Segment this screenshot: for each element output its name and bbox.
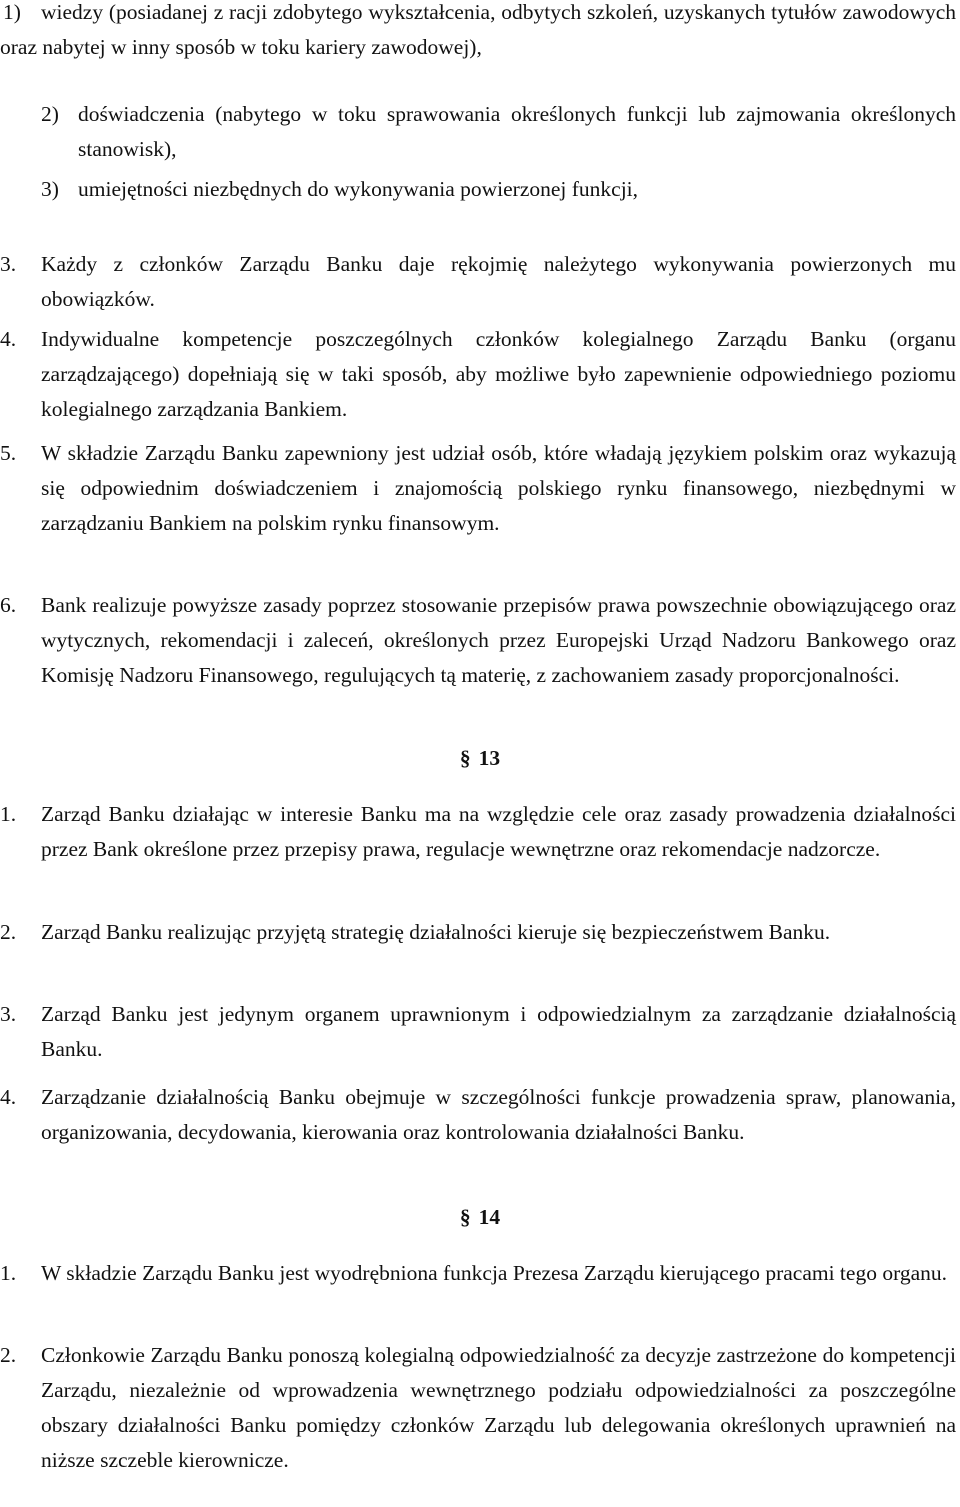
- list-item: [0, 0, 956, 65]
- list-item-number: 3): [41, 177, 59, 201]
- list-item-text: Zarząd Banku działając w interesie Banku ma na względzie cele oraz zasady prowadzenia działalności przez Bank określone przez przepisy prawa, regulacje wewnętrzne oraz rekomendacje nadzorcze.: [41, 802, 956, 861]
- list-item-text: Zarząd Banku realizując przyjętą strategię działalności kieruje się bezpieczeństwem Banku.: [41, 920, 831, 944]
- list-item: [0, 1080, 956, 1150]
- list-item-text: Zarządzanie działalnością Banku obejmuje w szczególności funkcje prowadzenia spraw, planowania, organizowania, decydowania, kierowania oraz kontrolowania działalności Banku.: [41, 1085, 956, 1144]
- list-item-text: W składzie Zarządu Banku zapewniony jest udział osób, które władają językiem polskim oraz wykazują się odpowiednim doświadczeniem i znajomością polskiego rynku finansowego, niezbędnymi w zarządzaniu Bankiem na polskim rynku finansowym.: [41, 441, 956, 535]
- list-item-number: 4.: [0, 327, 17, 351]
- paragraph-symbol: §: [459, 746, 471, 770]
- list-item-text: doświadczenia (nabytego w toku sprawowania określonych funkcji lub zajmowania określonych stanowisk),: [78, 102, 956, 161]
- list-item: [0, 797, 956, 867]
- list-item-number: 3.: [0, 1002, 17, 1026]
- list-item-number: 1): [3, 0, 21, 24]
- list-item: [0, 1338, 956, 1478]
- section-number: 13: [478, 746, 501, 770]
- list-item-number: 2): [41, 102, 59, 126]
- section-heading-13: [0, 741, 960, 776]
- list-item-text: Członkowie Zarządu Banku ponoszą kolegialną odpowiedzialność za decyzje zastrzeżone do kompetencji Zarządu, niezależnie od wprowadzenia wewnętrznego podziału odpowiedzialności za poszczególne obszary działalności Banku pomiędzy członków Zarządu lub delegowania określonych uprawnień na niższe szczeble kierownicze.: [41, 1343, 956, 1472]
- list-item: [0, 97, 956, 167]
- list-item: [0, 915, 956, 950]
- list-item-number: 1.: [0, 802, 17, 826]
- paragraph-symbol: §: [459, 1205, 471, 1229]
- list-item-text: Indywidualne kompetencje poszczególnych członków kolegialnego Zarządu Banku (organu zarządzającego) dopełniają się w taki sposób, aby możliwe było zapewnienie odpowiedniego poziomu kolegialnego zarządzania Bankiem.: [41, 327, 956, 421]
- list-item-number: 1.: [0, 1261, 17, 1285]
- list-item-text: Każdy z członków Zarządu Banku daje rękojmię należytego wykonywania powierzonych mu obowiązków.: [41, 252, 956, 311]
- section-heading-14: [0, 1200, 960, 1235]
- list-item: [0, 172, 956, 207]
- list-item-number: 2.: [0, 920, 17, 944]
- list-item-number: 3.: [0, 252, 17, 276]
- list-item: [0, 436, 956, 541]
- list-item-text: umiejętności niezbędnych do wykonywania powierzonej funkcji,: [78, 177, 639, 201]
- list-item-number: 2.: [0, 1343, 17, 1367]
- list-item-number: 6.: [0, 593, 17, 617]
- list-item-number: 5.: [0, 441, 17, 465]
- list-item-text: wiedzy (posiadanej z racji zdobytego wykształcenia, odbytych szkoleń, uzyskanych tytułów zawodowych oraz nabytej w inny sposób w toku kariery zawodowej),: [0, 0, 956, 59]
- list-item-number: 4.: [0, 1085, 17, 1109]
- list-item: [0, 1256, 956, 1291]
- list-item-text: Zarząd Banku jest jedynym organem uprawnionym i odpowiedzialnym za zarządzanie działalnością Banku.: [41, 1002, 956, 1061]
- list-item: [0, 588, 956, 693]
- list-item: [0, 247, 956, 317]
- section-number: 14: [478, 1205, 501, 1229]
- list-item: [0, 322, 956, 427]
- list-item-text: W składzie Zarządu Banku jest wyodrębniona funkcja Prezesa Zarządu kierującego pracami tego organu.: [41, 1261, 948, 1285]
- list-item-text: Bank realizuje powyższe zasady poprzez stosowanie przepisów prawa powszechnie obowiązującego oraz wytycznych, rekomendacji i zaleceń, określonych przez Europejski Urząd Nadzoru Bankowego oraz Komisję Nadzoru Finansowego, regulujących tą materię, z zachowaniem zasady proporcjonalności.: [41, 593, 956, 687]
- list-item: [0, 997, 956, 1067]
